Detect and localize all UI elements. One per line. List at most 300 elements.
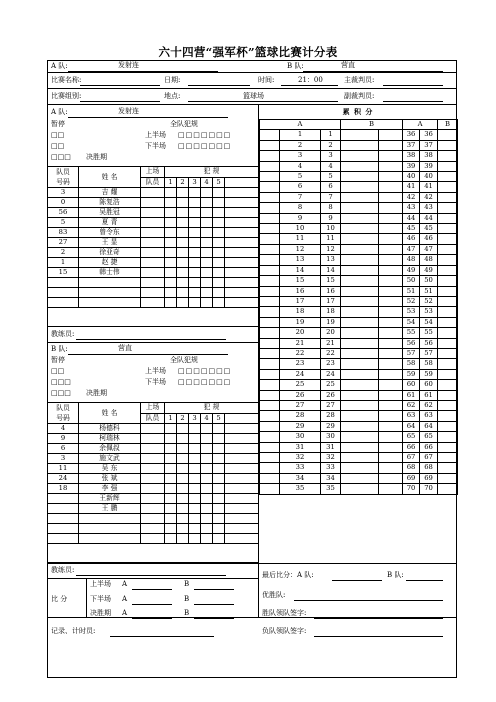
score-number-a[interactable]: 31	[280, 442, 321, 452]
score-number-b[interactable]: 25	[321, 380, 341, 390]
score-number-a[interactable]: 12	[280, 244, 321, 254]
foul-cell[interactable]	[189, 298, 201, 308]
team-a-overtime-boxes[interactable]: □□□	[51, 153, 71, 161]
score-mark-b[interactable]	[341, 276, 379, 286]
first-half-b-field[interactable]	[194, 589, 234, 590]
foul-extra-cell[interactable]	[225, 464, 259, 474]
foul-cell[interactable]	[189, 504, 201, 514]
score-number-b-2[interactable]: 55	[420, 328, 438, 338]
player-number[interactable]: 83	[48, 228, 79, 238]
score-mark-b-2[interactable]	[438, 140, 458, 150]
score-mark-b[interactable]	[341, 265, 379, 275]
score-number-a-2[interactable]: 39	[403, 161, 420, 171]
foul-cell[interactable]	[165, 268, 177, 278]
score-mark-a-2[interactable]	[379, 213, 403, 223]
score-mark-a-2[interactable]	[379, 390, 403, 400]
score-number-a-2[interactable]: 57	[403, 348, 420, 358]
score-number-b-2[interactable]: 51	[420, 286, 438, 296]
player-number[interactable]: 6	[48, 444, 79, 454]
foul-cell[interactable]	[201, 188, 213, 198]
player-number[interactable]: 15	[48, 268, 79, 278]
score-mark-b[interactable]	[341, 203, 379, 213]
foul-cell[interactable]	[213, 208, 225, 218]
score-number-b[interactable]: 8	[321, 203, 341, 213]
score-number-a[interactable]: 32	[280, 453, 321, 463]
foul-extra-cell[interactable]	[225, 218, 259, 228]
score-mark-a-2[interactable]	[379, 172, 403, 182]
foul-cell[interactable]	[189, 238, 201, 248]
score-mark-b[interactable]	[341, 453, 379, 463]
score-number-b-2[interactable]: 48	[420, 255, 438, 265]
score-mark-a[interactable]	[260, 463, 280, 473]
score-mark-a-2[interactable]	[379, 182, 403, 192]
foul-cell[interactable]	[177, 188, 189, 198]
score-mark-a-2[interactable]	[379, 161, 403, 171]
foul-extra-cell[interactable]	[225, 444, 259, 454]
score-number-a-2[interactable]: 60	[403, 380, 420, 390]
foul-extra-cell[interactable]	[225, 534, 259, 544]
player-name[interactable]: 吉 耀	[79, 188, 141, 198]
foul-extra-cell[interactable]	[225, 514, 259, 524]
score-number-a[interactable]: 19	[280, 317, 321, 327]
score-mark-a-2[interactable]	[379, 400, 403, 410]
foul-cell[interactable]	[201, 524, 213, 534]
score-number-b[interactable]: 30	[321, 432, 341, 442]
foul-cell[interactable]	[165, 424, 177, 434]
score-mark-b[interactable]	[341, 359, 379, 369]
score-mark-b-2[interactable]	[438, 442, 458, 452]
score-mark-a-2[interactable]	[379, 140, 403, 150]
score-mark-b[interactable]	[341, 307, 379, 317]
score-mark-b[interactable]	[341, 328, 379, 338]
score-mark-a[interactable]	[260, 265, 280, 275]
score-mark-b[interactable]	[341, 234, 379, 244]
score-number-b[interactable]: 7	[321, 192, 341, 202]
score-mark-a[interactable]	[260, 453, 280, 463]
score-number-a[interactable]: 27	[280, 400, 321, 410]
foul-cell[interactable]	[201, 434, 213, 444]
score-mark-a[interactable]	[260, 307, 280, 317]
score-number-a-2[interactable]: 42	[403, 192, 420, 202]
foul-cell[interactable]	[177, 484, 189, 494]
playing-cell[interactable]	[141, 474, 165, 484]
score-mark-b-2[interactable]	[438, 161, 458, 171]
decider-a-field[interactable]	[132, 618, 172, 619]
foul-cell[interactable]	[189, 514, 201, 524]
playing-cell[interactable]	[141, 278, 165, 288]
player-name[interactable]: 夏 青	[79, 218, 141, 228]
foul-cell[interactable]	[213, 218, 225, 228]
score-number-a[interactable]: 16	[280, 286, 321, 296]
foul-extra-cell[interactable]	[225, 248, 259, 258]
score-mark-b-2[interactable]	[438, 411, 458, 421]
team-a-second-half-foul-boxes[interactable]: □□□□□□□	[178, 142, 232, 150]
score-number-a-2[interactable]: 54	[403, 317, 420, 327]
player-number[interactable]	[48, 514, 79, 524]
foul-cell[interactable]	[189, 188, 201, 198]
team-b-timeout-boxes-1[interactable]: □□	[51, 367, 65, 375]
score-mark-b[interactable]	[341, 130, 379, 140]
score-number-b-2[interactable]: 37	[420, 140, 438, 150]
foul-cell[interactable]	[213, 524, 225, 534]
score-mark-b-2[interactable]	[438, 421, 458, 431]
score-number-a-2[interactable]: 46	[403, 234, 420, 244]
foul-cell[interactable]	[177, 278, 189, 288]
player-name[interactable]: 王 鹏	[79, 504, 141, 514]
player-number[interactable]: 56	[48, 208, 79, 218]
score-number-b[interactable]: 27	[321, 400, 341, 410]
score-mark-a-2[interactable]	[379, 432, 403, 442]
foul-extra-cell[interactable]	[225, 258, 259, 268]
score-mark-a[interactable]	[260, 400, 280, 410]
score-number-a[interactable]: 5	[280, 172, 321, 182]
score-number-b[interactable]: 17	[321, 296, 341, 306]
score-number-b[interactable]: 4	[321, 161, 341, 171]
score-number-a[interactable]: 35	[280, 484, 321, 494]
score-mark-a-2[interactable]	[379, 484, 403, 494]
foul-cell[interactable]	[201, 208, 213, 218]
time-value[interactable]: 21：00	[298, 76, 323, 84]
score-mark-a[interactable]	[260, 390, 280, 400]
player-number[interactable]: 3	[48, 454, 79, 464]
score-mark-b[interactable]	[341, 296, 379, 306]
score-number-b[interactable]: 20	[321, 328, 341, 338]
score-number-b[interactable]: 26	[321, 390, 341, 400]
playing-cell[interactable]	[141, 208, 165, 218]
foul-extra-cell[interactable]	[225, 198, 259, 208]
score-mark-a-2[interactable]	[379, 244, 403, 254]
score-mark-a[interactable]	[260, 234, 280, 244]
player-name[interactable]	[79, 514, 141, 524]
player-name[interactable]: 徐亚奇	[79, 248, 141, 258]
score-mark-b-2[interactable]	[438, 234, 458, 244]
score-number-b[interactable]: 18	[321, 307, 341, 317]
score-number-a-2[interactable]: 64	[403, 421, 420, 431]
player-name[interactable]: 张 斌	[79, 474, 141, 484]
score-number-a-2[interactable]: 69	[403, 473, 420, 483]
winner-captain-field[interactable]	[314, 618, 443, 619]
foul-cell[interactable]	[213, 298, 225, 308]
score-number-b-2[interactable]: 69	[420, 473, 438, 483]
foul-cell[interactable]	[189, 248, 201, 258]
foul-cell[interactable]	[165, 298, 177, 308]
score-number-a[interactable]: 22	[280, 348, 321, 358]
score-number-b-2[interactable]: 53	[420, 307, 438, 317]
score-number-a-2[interactable]: 52	[403, 296, 420, 306]
first-half-a-field[interactable]	[132, 589, 172, 590]
foul-cell[interactable]	[177, 258, 189, 268]
playing-cell[interactable]	[141, 258, 165, 268]
score-mark-a-2[interactable]	[379, 255, 403, 265]
winner-field[interactable]	[294, 600, 443, 601]
score-number-b-2[interactable]: 50	[420, 276, 438, 286]
score-number-b-2[interactable]: 62	[420, 400, 438, 410]
foul-cell[interactable]	[201, 278, 213, 288]
score-number-a[interactable]: 8	[280, 203, 321, 213]
player-name[interactable]: 杨德科	[79, 424, 141, 434]
decider-b-field[interactable]	[194, 618, 234, 619]
player-name[interactable]: 施文武	[79, 454, 141, 464]
foul-cell[interactable]	[189, 484, 201, 494]
score-mark-b[interactable]	[341, 213, 379, 223]
recorder-field[interactable]	[110, 636, 214, 637]
foul-cell[interactable]	[165, 258, 177, 268]
score-number-a[interactable]: 9	[280, 213, 321, 223]
score-mark-b-2[interactable]	[438, 453, 458, 463]
playing-cell[interactable]	[141, 444, 165, 454]
foul-cell[interactable]	[189, 494, 201, 504]
score-number-b-2[interactable]: 70	[420, 484, 438, 494]
foul-cell[interactable]	[177, 238, 189, 248]
player-name[interactable]: 吴 东	[79, 464, 141, 474]
score-number-a[interactable]: 11	[280, 234, 321, 244]
player-name[interactable]	[79, 288, 141, 298]
score-number-b[interactable]: 11	[321, 234, 341, 244]
score-number-a[interactable]: 10	[280, 224, 321, 234]
score-number-b[interactable]: 29	[321, 421, 341, 431]
score-number-b[interactable]: 31	[321, 442, 341, 452]
team-a-first-half-foul-boxes[interactable]: □□□□□□□	[178, 131, 232, 139]
score-number-a-2[interactable]: 41	[403, 182, 420, 192]
player-name[interactable]	[79, 534, 141, 544]
team-b-second-half-foul-boxes[interactable]: □□□□□□□	[178, 378, 232, 386]
foul-cell[interactable]	[213, 444, 225, 454]
score-number-b[interactable]: 35	[321, 484, 341, 494]
foul-cell[interactable]	[201, 484, 213, 494]
score-number-b-2[interactable]: 47	[420, 244, 438, 254]
player-number[interactable]	[48, 534, 79, 544]
score-number-a-2[interactable]: 47	[403, 244, 420, 254]
main-referee-field[interactable]	[383, 85, 443, 86]
score-mark-a[interactable]	[260, 182, 280, 192]
foul-cell[interactable]	[189, 218, 201, 228]
score-mark-b-2[interactable]	[438, 192, 458, 202]
foul-extra-cell[interactable]	[225, 454, 259, 464]
score-number-b-2[interactable]: 68	[420, 463, 438, 473]
score-mark-a-2[interactable]	[379, 296, 403, 306]
score-mark-a[interactable]	[260, 473, 280, 483]
score-mark-b-2[interactable]	[438, 473, 458, 483]
score-number-b[interactable]: 12	[321, 244, 341, 254]
score-number-a-2[interactable]: 49	[403, 265, 420, 275]
player-name[interactable]: 韩士伟	[79, 268, 141, 278]
foul-cell[interactable]	[177, 198, 189, 208]
foul-cell[interactable]	[189, 454, 201, 464]
foul-cell[interactable]	[177, 248, 189, 258]
foul-cell[interactable]	[177, 474, 189, 484]
score-mark-a-2[interactable]	[379, 265, 403, 275]
score-mark-b-2[interactable]	[438, 224, 458, 234]
score-number-a[interactable]: 15	[280, 276, 321, 286]
score-number-a[interactable]: 17	[280, 296, 321, 306]
player-name[interactable]	[79, 278, 141, 288]
score-mark-a[interactable]	[260, 244, 280, 254]
score-number-b[interactable]: 34	[321, 473, 341, 483]
score-mark-b-2[interactable]	[438, 182, 458, 192]
foul-cell[interactable]	[201, 504, 213, 514]
foul-cell[interactable]	[201, 228, 213, 238]
foul-cell[interactable]	[177, 464, 189, 474]
foul-extra-cell[interactable]	[225, 288, 259, 298]
score-mark-a-2[interactable]	[379, 203, 403, 213]
foul-cell[interactable]	[201, 298, 213, 308]
score-number-a[interactable]: 6	[280, 182, 321, 192]
foul-cell[interactable]	[189, 434, 201, 444]
score-number-b-2[interactable]: 42	[420, 192, 438, 202]
player-name[interactable]: 王 显	[79, 238, 141, 248]
score-number-a[interactable]: 1	[280, 130, 321, 140]
second-half-b-field[interactable]	[194, 604, 234, 605]
foul-cell[interactable]	[213, 248, 225, 258]
score-number-b-2[interactable]: 54	[420, 317, 438, 327]
foul-cell[interactable]	[165, 484, 177, 494]
score-mark-b[interactable]	[341, 348, 379, 358]
foul-extra-cell[interactable]	[225, 268, 259, 278]
score-number-a[interactable]: 14	[280, 265, 321, 275]
score-mark-b-2[interactable]	[438, 255, 458, 265]
score-mark-a-2[interactable]	[379, 411, 403, 421]
score-number-a-2[interactable]: 67	[403, 453, 420, 463]
score-mark-a-2[interactable]	[379, 463, 403, 473]
foul-extra-cell[interactable]	[225, 494, 259, 504]
foul-cell[interactable]	[165, 218, 177, 228]
score-mark-a-2[interactable]	[379, 338, 403, 348]
playing-cell[interactable]	[141, 484, 165, 494]
score-number-a[interactable]: 24	[280, 369, 321, 379]
foul-cell[interactable]	[177, 514, 189, 524]
playing-cell[interactable]	[141, 188, 165, 198]
playing-cell[interactable]	[141, 248, 165, 258]
foul-cell[interactable]	[201, 288, 213, 298]
score-mark-b-2[interactable]	[438, 265, 458, 275]
foul-cell[interactable]	[189, 228, 201, 238]
score-number-b-2[interactable]: 45	[420, 224, 438, 234]
score-number-b[interactable]: 21	[321, 338, 341, 348]
playing-cell[interactable]	[141, 268, 165, 278]
team-b-name[interactable]: 营直	[118, 344, 132, 352]
score-number-a-2[interactable]: 66	[403, 442, 420, 452]
foul-cell[interactable]	[165, 464, 177, 474]
score-mark-a-2[interactable]	[379, 307, 403, 317]
score-number-b-2[interactable]: 64	[420, 421, 438, 431]
playing-cell[interactable]	[141, 238, 165, 248]
score-number-a-2[interactable]: 65	[403, 432, 420, 442]
score-mark-b-2[interactable]	[438, 348, 458, 358]
score-mark-b[interactable]	[341, 338, 379, 348]
player-number[interactable]: 11	[48, 464, 79, 474]
score-mark-b-2[interactable]	[438, 172, 458, 182]
score-number-a[interactable]: 30	[280, 432, 321, 442]
score-number-a-2[interactable]: 50	[403, 276, 420, 286]
score-mark-a[interactable]	[260, 224, 280, 234]
foul-cell[interactable]	[189, 444, 201, 454]
foul-extra-cell[interactable]	[225, 434, 259, 444]
player-number[interactable]: 4	[48, 424, 79, 434]
score-number-a[interactable]: 26	[280, 390, 321, 400]
foul-cell[interactable]	[177, 208, 189, 218]
player-name[interactable]: 李 强	[79, 484, 141, 494]
score-number-a[interactable]: 2	[280, 140, 321, 150]
score-number-b[interactable]: 1	[321, 130, 341, 140]
score-mark-b[interactable]	[341, 255, 379, 265]
player-number[interactable]	[48, 504, 79, 514]
foul-cell[interactable]	[213, 504, 225, 514]
score-mark-a[interactable]	[260, 338, 280, 348]
score-mark-b[interactable]	[341, 151, 379, 161]
foul-extra-cell[interactable]	[225, 278, 259, 288]
score-number-a[interactable]: 29	[280, 421, 321, 431]
foul-cell[interactable]	[165, 454, 177, 464]
player-number[interactable]	[48, 298, 79, 308]
player-name[interactable]: 柯瑞林	[79, 434, 141, 444]
score-mark-a[interactable]	[260, 140, 280, 150]
player-number[interactable]	[48, 278, 79, 288]
score-number-b-2[interactable]: 67	[420, 453, 438, 463]
playing-cell[interactable]	[141, 504, 165, 514]
foul-cell[interactable]	[177, 228, 189, 238]
playing-cell[interactable]	[141, 228, 165, 238]
score-mark-b[interactable]	[341, 317, 379, 327]
player-number[interactable]: 1	[48, 258, 79, 268]
foul-cell[interactable]	[189, 268, 201, 278]
score-number-a-2[interactable]: 36	[403, 130, 420, 140]
foul-extra-cell[interactable]	[225, 484, 259, 494]
score-number-b[interactable]: 10	[321, 224, 341, 234]
score-number-b[interactable]: 15	[321, 276, 341, 286]
score-mark-a[interactable]	[260, 421, 280, 431]
score-mark-b-2[interactable]	[438, 400, 458, 410]
player-number[interactable]: 0	[48, 198, 79, 208]
playing-cell[interactable]	[141, 424, 165, 434]
foul-cell[interactable]	[177, 424, 189, 434]
score-mark-a-2[interactable]	[379, 473, 403, 483]
score-number-b[interactable]: 23	[321, 359, 341, 369]
score-number-a[interactable]: 21	[280, 338, 321, 348]
foul-cell[interactable]	[201, 268, 213, 278]
score-number-b-2[interactable]: 63	[420, 411, 438, 421]
foul-cell[interactable]	[213, 434, 225, 444]
score-number-b-2[interactable]: 36	[420, 130, 438, 140]
score-mark-a[interactable]	[260, 328, 280, 338]
score-number-a-2[interactable]: 37	[403, 140, 420, 150]
foul-cell[interactable]	[177, 524, 189, 534]
foul-cell[interactable]	[201, 258, 213, 268]
playing-cell[interactable]	[141, 494, 165, 504]
score-number-a-2[interactable]: 56	[403, 338, 420, 348]
foul-cell[interactable]	[177, 268, 189, 278]
venue-value[interactable]: 篮球场	[243, 92, 264, 100]
foul-cell[interactable]	[213, 278, 225, 288]
score-mark-b[interactable]	[341, 369, 379, 379]
score-mark-a[interactable]	[260, 203, 280, 213]
score-number-a[interactable]: 23	[280, 359, 321, 369]
foul-extra-cell[interactable]	[225, 424, 259, 434]
foul-cell[interactable]	[213, 484, 225, 494]
score-mark-b[interactable]	[341, 140, 379, 150]
score-number-a[interactable]: 33	[280, 463, 321, 473]
score-number-b-2[interactable]: 43	[420, 203, 438, 213]
score-mark-a[interactable]	[260, 442, 280, 452]
score-number-b[interactable]: 16	[321, 286, 341, 296]
playing-cell[interactable]	[141, 534, 165, 544]
score-mark-b-2[interactable]	[438, 463, 458, 473]
sub-referee-field[interactable]	[383, 101, 443, 102]
score-mark-b[interactable]	[341, 421, 379, 431]
foul-cell[interactable]	[201, 464, 213, 474]
score-mark-a[interactable]	[260, 192, 280, 202]
score-mark-b-2[interactable]	[438, 151, 458, 161]
foul-extra-cell[interactable]	[225, 188, 259, 198]
